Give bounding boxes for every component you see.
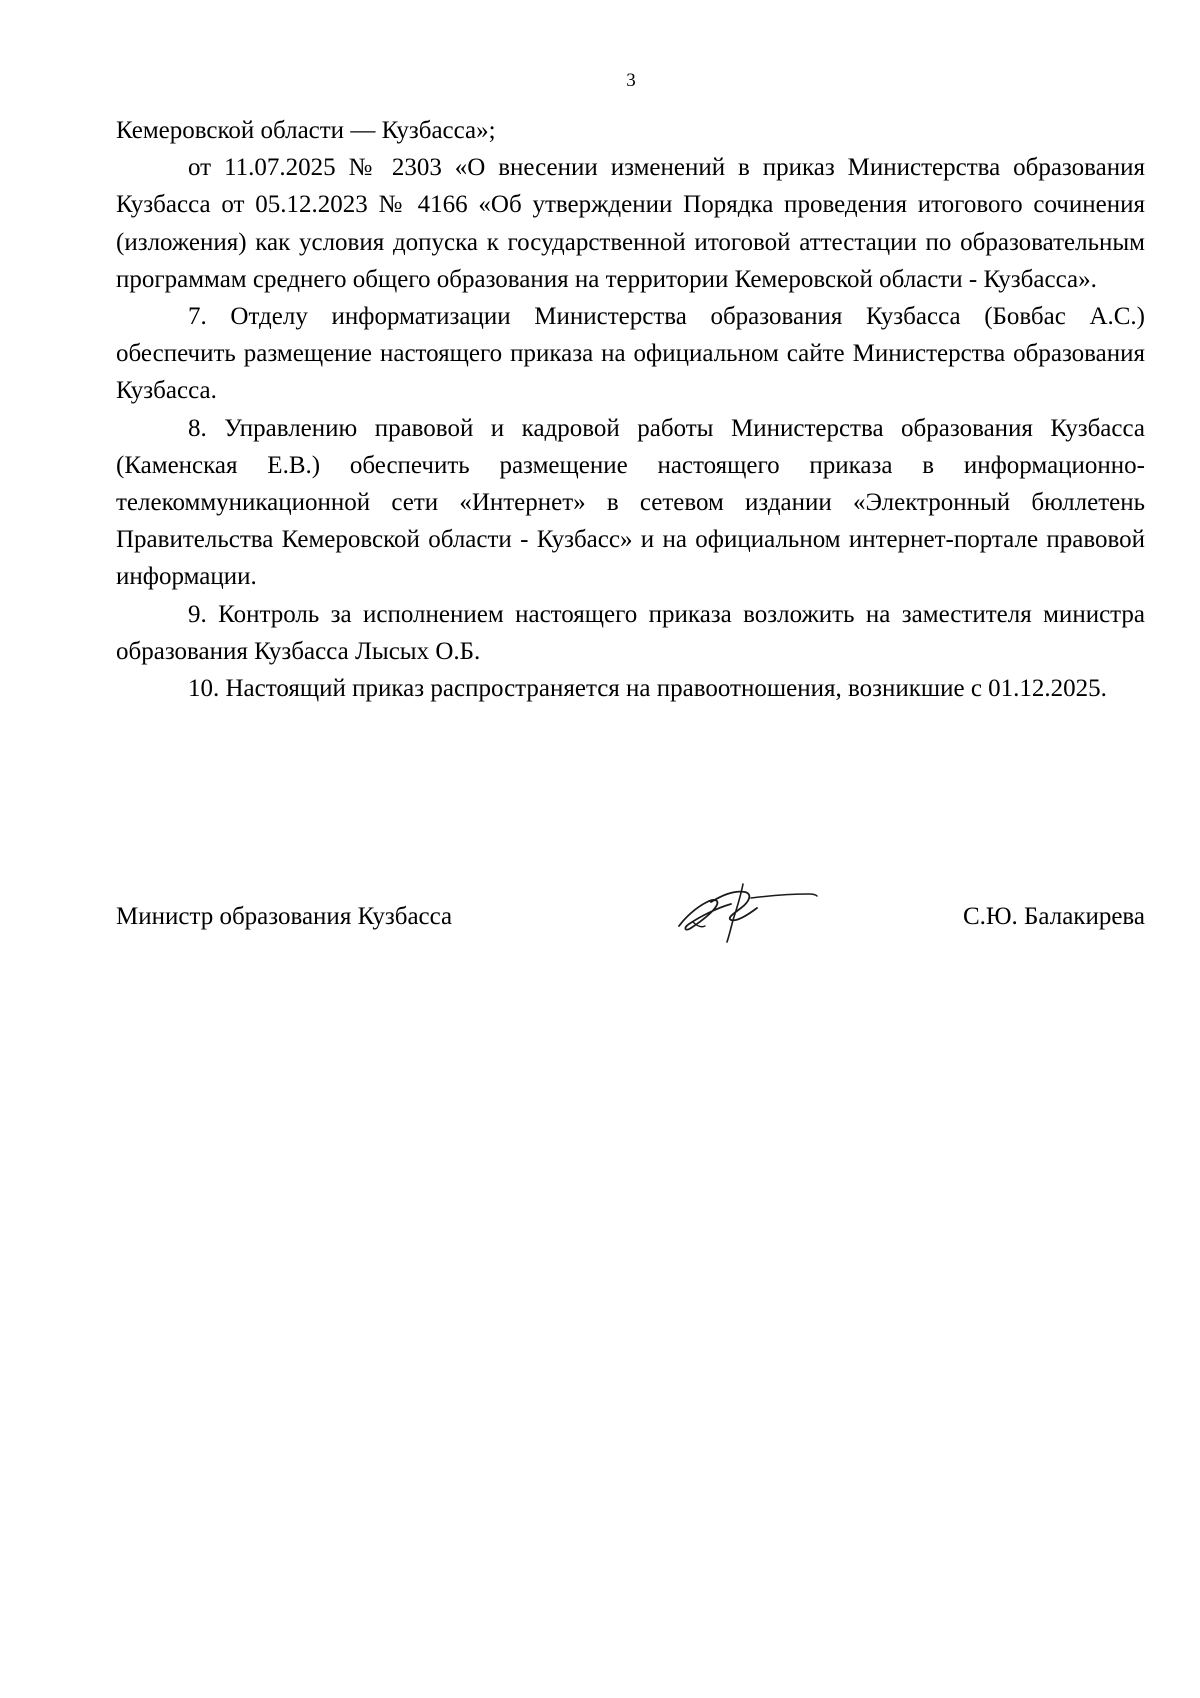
page-number: 3: [626, 70, 636, 91]
document-body: [116, 112, 1145, 707]
paragraph-item-9: 9. Контроль за исполнением настоящего приказа возложить на заместителя министра образования Кузбасса Лысых О.Б.: [116, 600, 1145, 665]
signature-block: [116, 898, 1145, 948]
signatory-position: Министр образования Кузбасса: [116, 903, 453, 930]
paragraph-item-7: 7. Отделу информатизации Министерства образования Кузбасса (Бовбас А.С.) обеспечить размещение настоящего приказа на официальном сайте Министерства образования Кузбасса.: [116, 303, 1145, 405]
paragraph-order-2303: от 11.07.2025 № 2303 «О внесении изменений в приказ Министерства образования Кузбасса от 05.12.2023 № 4166 «Об утверждении Порядка проведения итогового сочинения (изложения) как условия допуска к государственной итоговой аттестации по образовательным программам среднего общего образования на территории Кемеровской области - Кузбасса».: [116, 154, 1145, 293]
paragraph-item-10: 10. Настоящий приказ распространяется на правоотношения, возникшие с 01.12.2025.: [188, 675, 1107, 703]
signatory-name: С.Ю. Балакирева: [962, 903, 1145, 930]
paragraph-continuation: Кемеровской области — Кузбасса»;: [116, 117, 496, 144]
handwritten-signature: [671, 878, 821, 948]
paragraph-item-8: 8. Управлению правовой и кадровой работы Министерства образования Кузбасса (Каменская Е.В.) обеспечить размещение настоящего приказа в информационно-телекоммуникационной сети «Интернет» в сетевом издании «Электронный бюллетень Правительства Кемеровской области - Кузбасс» и на официальном интернет-портале правовой информации.: [116, 414, 1145, 591]
